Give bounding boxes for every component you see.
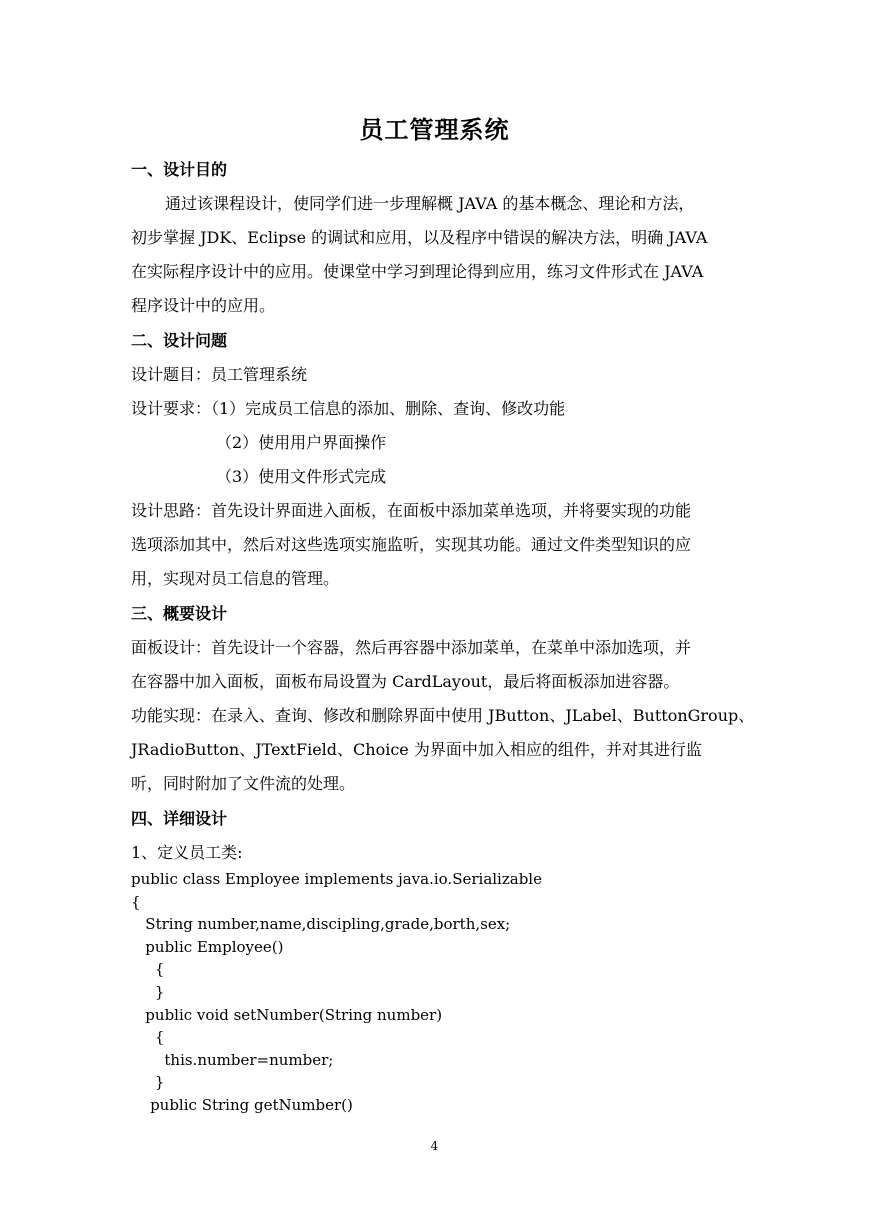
design-requirement-1: 设计要求：（1）完成员工信息的添加、删除、查询、修改功能 [131, 399, 566, 418]
function-line-1: 功能实现：在录入、查询、修改和删除界面中使用 JButton、JLabel、ButtonGroup、 [131, 706, 755, 725]
design-requirement-3: （3）使用文件形式完成 [216, 467, 387, 486]
code-block: public class Employee implements java.io.Serializable { String number,name,discipling,grade,borth,sex; public Employee() { } public void setNumber(String number) { this.number=number; } public String getNumber() [131, 870, 542, 1114]
purpose-line-1: 通过该课程设计，使同学们进一步理解概 JAVA 的基本概念、理论和方法， [165, 194, 695, 213]
purpose-line-4: 程序设计中的应用。 [131, 296, 276, 315]
design-idea-line-2: 选项添加其中，然后对这些选项实施监听，实现其功能。通过文件类型知识的应 [131, 535, 692, 554]
section-heading-detail: 四、详细设计 [131, 809, 228, 828]
section-heading-problem: 二、设计问题 [131, 331, 228, 350]
document-title: 员工管理系统 [359, 115, 510, 144]
design-idea-line-3: 用，实现对员工信息的管理。 [131, 569, 340, 588]
design-idea-line-1: 设计思路：首先设计界面进入面板，在面板中添加菜单选项，并将要实现的功能 [131, 501, 692, 520]
section-heading-purpose: 一、设计目的 [131, 160, 228, 179]
step-define-employee: 1、定义员工类: [131, 843, 243, 862]
panel-design-line-1: 面板设计：首先设计一个容器，然后再容器中添加菜单，在菜单中添加选项，并 [131, 638, 692, 657]
purpose-line-2: 初步掌握 JDK、Eclipse 的调试和应用，以及程序中错误的解决方法，明确 JAVA [131, 228, 708, 247]
design-topic: 设计题目：员工管理系统 [131, 365, 308, 384]
purpose-line-3: 在实际程序设计中的应用。使课堂中学习到理论得到应用，练习文件形式在 JAVA [131, 262, 704, 281]
section-heading-overview: 三、概要设计 [131, 604, 228, 623]
function-line-2: JRadioButton、JTextField、Choice 为界面中加入相应的组件，并对其进行监 [131, 740, 702, 759]
page-number: 4 [430, 1139, 439, 1153]
function-line-3: 听，同时附加了文件流的处理。 [131, 774, 356, 793]
panel-design-line-2: 在容器中加入面板，面板布局设置为 CardLayout，最后将面板添加进容器。 [131, 672, 680, 691]
design-requirement-2: （2）使用用户界面操作 [216, 433, 387, 452]
